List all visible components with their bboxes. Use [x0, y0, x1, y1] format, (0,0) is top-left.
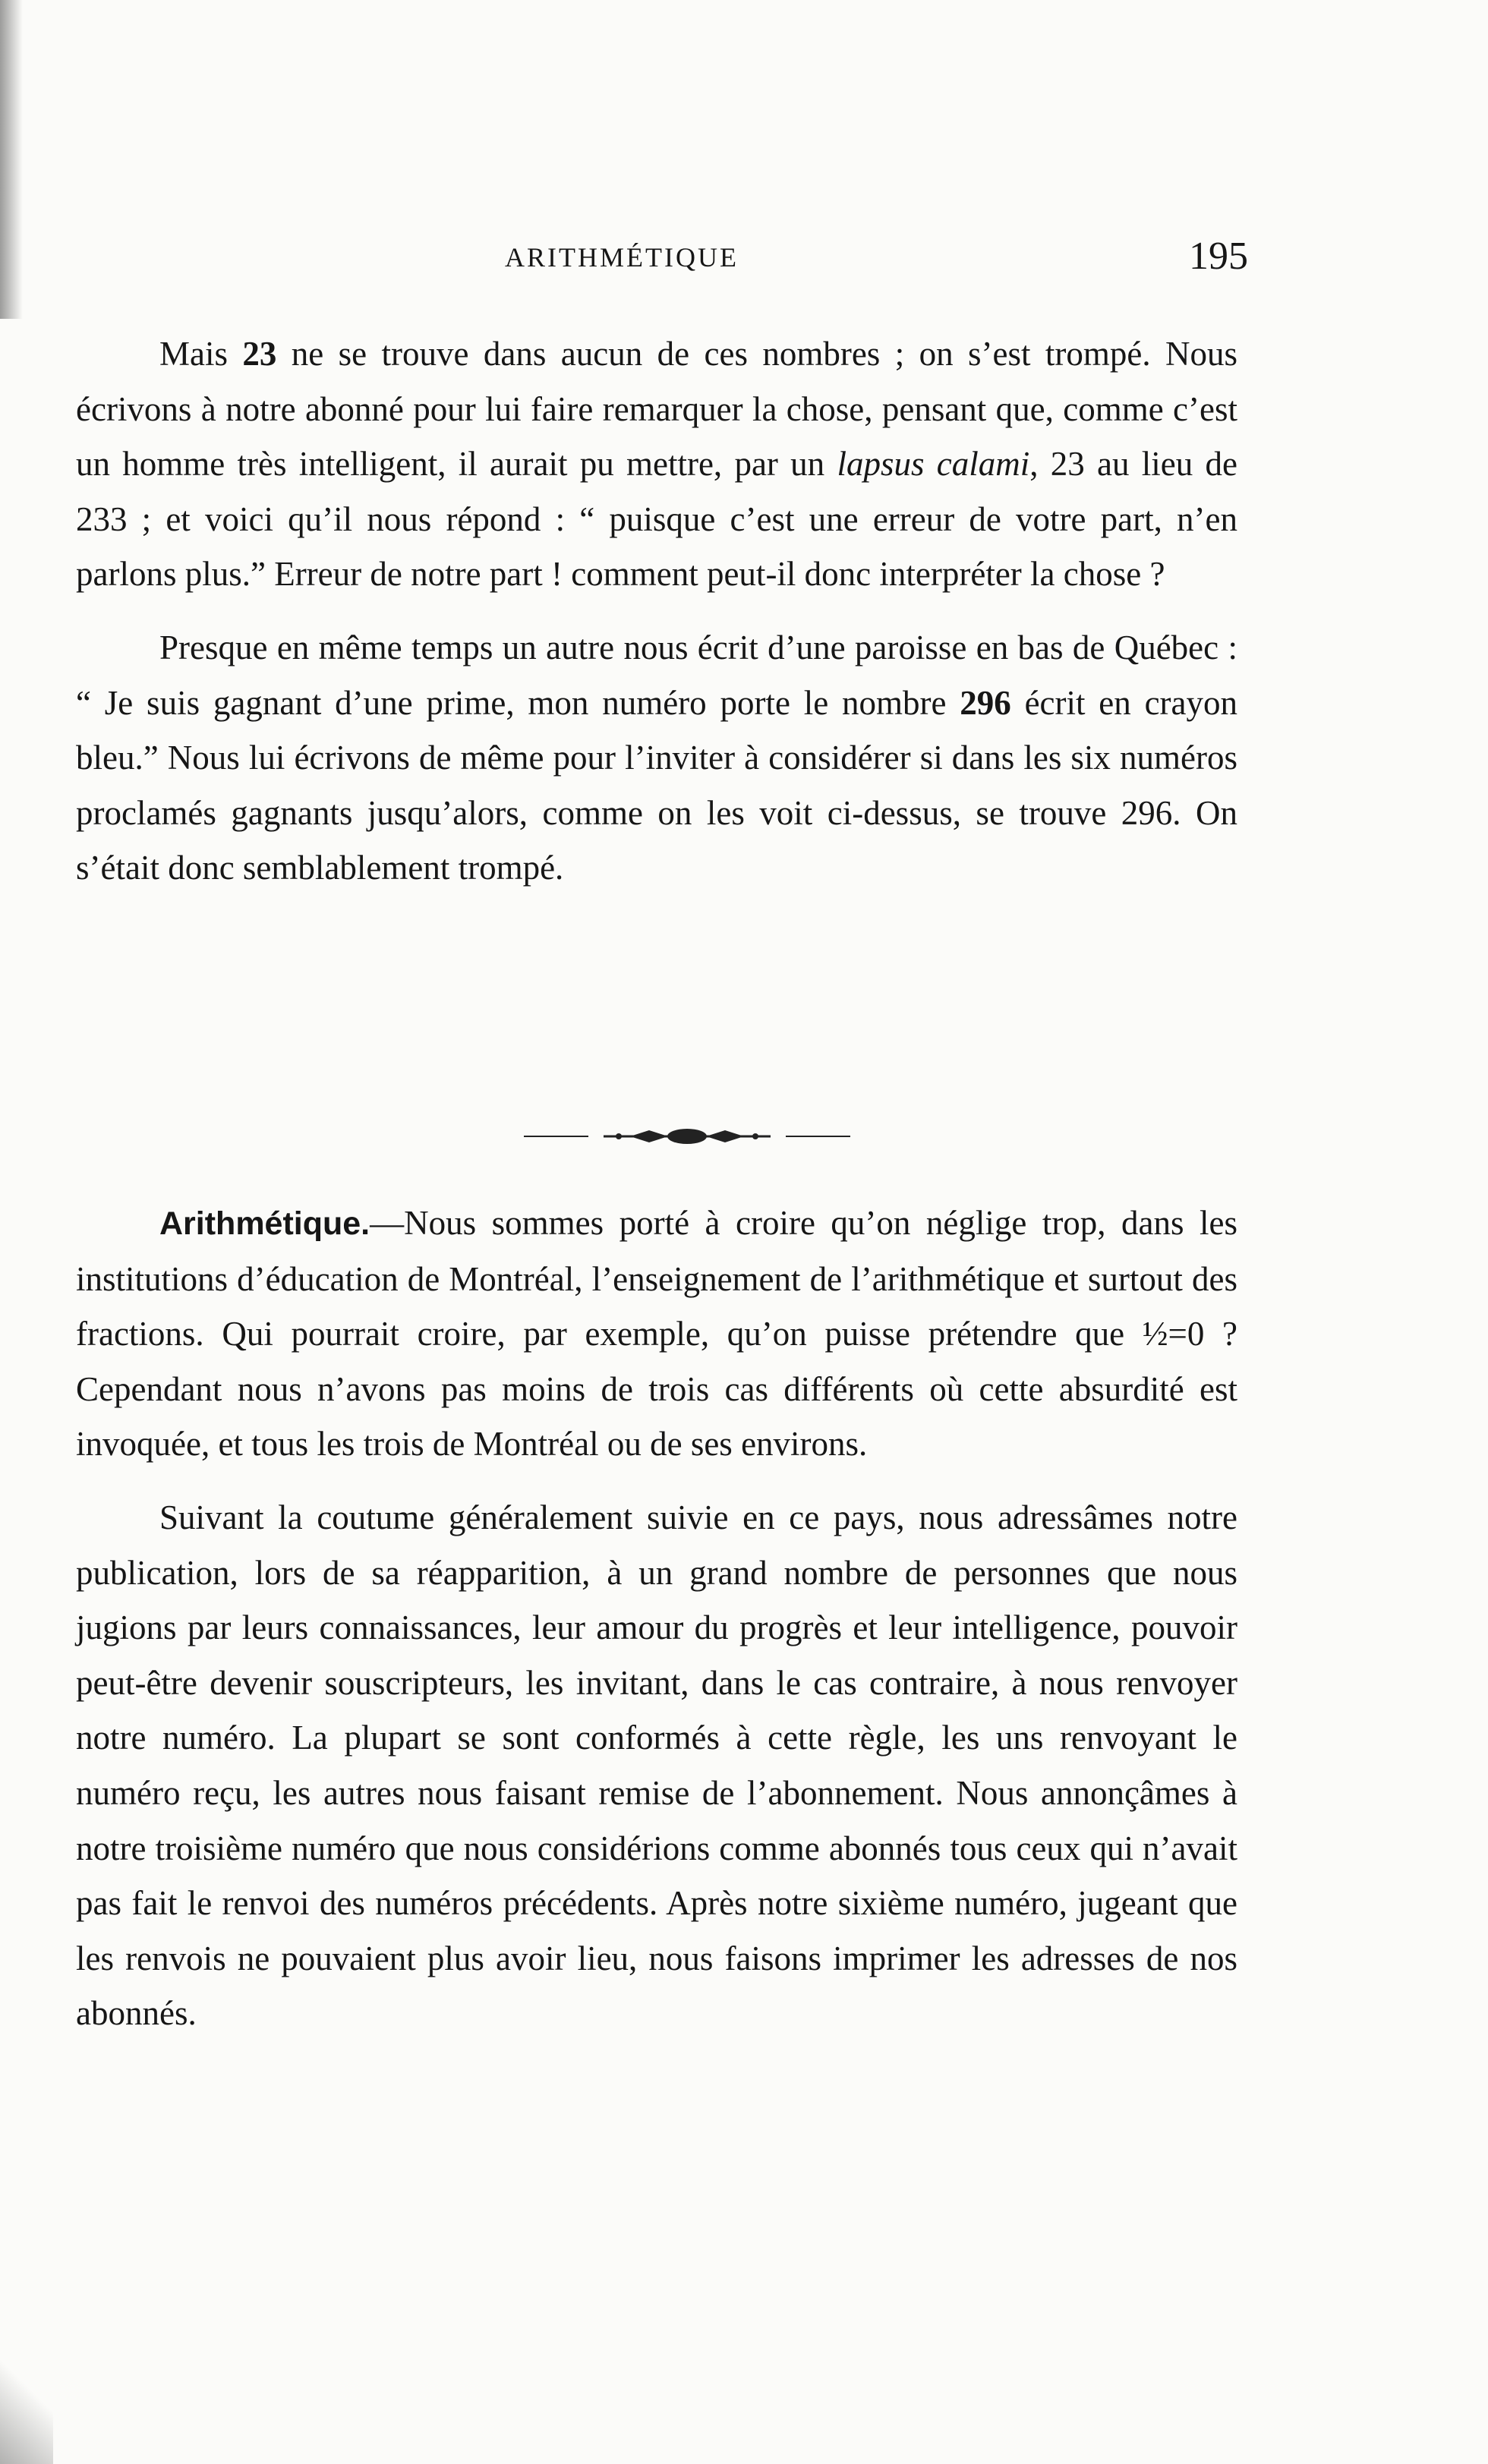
page-corner-shadow: [0, 2343, 53, 2464]
paragraph: Mais 23 ne se trouve dans aucun de ces nombres ; on s’est trompé. Nous écrivons à notre abonné pour lui faire remarquer la chose, pensant que, comme c’est un homme très intelligent, il aurait pu mettre, par un lapsus calami, 23 au lieu de 233 ; et voici qu’il nous répond : “ puisque c’est une erreur de votre part, n’en parlons plus.” Erreur de notre part ! comment peut-il donc interpréter la chose ?: [76, 335, 1238, 594]
section-heading: Arithmétique.: [159, 1205, 370, 1242]
paragraph: Suivant la coutume généralement suivie en ce pays, nous adressâmes notre publication, lors de sa réapparition, à un grand nombre de personnes que nous jugions par leurs connaissances, leur amour du progrès et leur intelligence, pouvoir peut-être devenir souscripteurs, les invitant, dans le cas contraire, à nous renvoyer notre numéro. La plupart se sont conformés à cette règle, les uns renvoyant le numéro reçu, les autres nous faisant remise de l’abonnement. Nous annonçâmes à notre troisième numéro que nous considérions comme abonnés tous ceux qui n’avait pas fait le renvoi des numéros précédents. Après notre sixième numéro, jugeant que les renvois ne pouvaient plus avoir lieu, nous faisons imprimer les adresses de nos abonnés.: [76, 1498, 1237, 2033]
page-header: [0, 235, 1488, 287]
text-section-1: [76, 326, 1237, 896]
bold-number: 296: [960, 683, 1011, 722]
italic-term: lapsus calami: [837, 445, 1030, 484]
paragraph: Presque en même temps un autre nous écrit d’une paroisse en bas de Québec : “ Je suis gagnant d’une prime, mon numéro porte le nombre 296 écrit en crayon bleu.” Nous lui écrivons de même pour l’inviter à considérer si dans les six numéros proclamés gagnants jusqu’alors, comme on les voit ci-dessus, se trouve 296. On s’était donc semblablement trompé.: [76, 628, 1238, 887]
running-title: ARITHMÉTIQUE: [505, 242, 739, 273]
paragraph: Arithmétique.—Nous sommes porté à croire qu’on néglige trop, dans les institutions d’éducation de Montréal, l’enseignement de l’arithmétique et surtout des fractions. Qui pourrait croire, par exemple, qu’on puisse prétendre que ½=0 ? Cependant nous n’avons pas moins de trois cas différents où cette absurdité est invoquée, et tous les trois de Montréal ou de ses environs.: [76, 1204, 1237, 1464]
bold-number: 23: [242, 335, 277, 373]
ornamental-separator: [524, 1125, 850, 1148]
text-section-2: [76, 1196, 1237, 2041]
page-number: 195: [1189, 235, 1248, 278]
fraction-glyph: ½: [1142, 1315, 1168, 1353]
